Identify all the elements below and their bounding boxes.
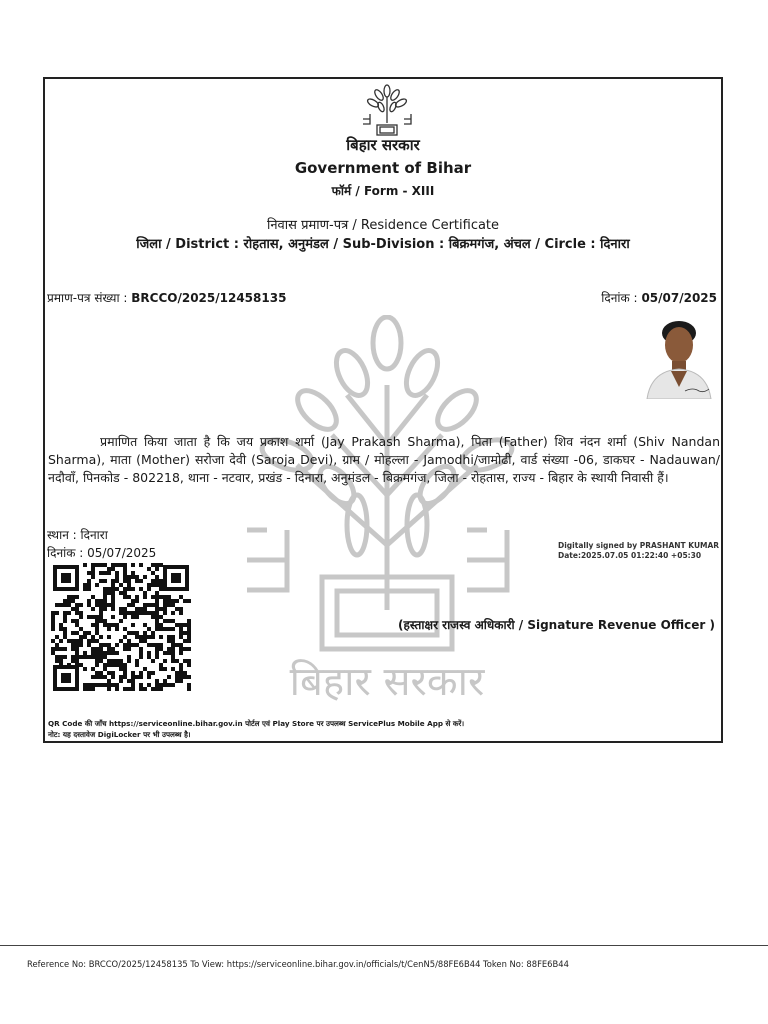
digital-signature: Digitally signed by PRASHANT KUMAR Date:2025.07.05 01:22:40 +05:30 <box>558 541 720 560</box>
form-number: फॉर्म / Form - XIII <box>331 184 435 198</box>
govt-name-english: Government of Bihar <box>294 159 472 177</box>
digilocker-note: नोट: यह दस्तावेज DigiLocker पर भी उपलब्ध है। <box>48 730 191 739</box>
certificate-date: दिनांक : 05/07/2025 <box>601 291 717 305</box>
issue-date-line: दिनांक : 05/07/2025 <box>47 546 157 560</box>
watermark-text: बिहार सरकार <box>289 659 485 705</box>
watermark-emblem-icon <box>237 315 537 707</box>
reference-line: Reference No: BRCCO/2025/12458135 To View: https://serviceonline.bihar.gov.in/officials/t/CenN5/88FE6B44 Token No: 88FE6B44 <box>27 959 569 969</box>
certificate-frame <box>43 77 723 743</box>
qr-verification-note: QR Code की जाँच https://serviceonline.bihar.gov.in पोर्टल एवं Play Store पर उपलब्ध ServicePlus Mobile App से करें। <box>48 719 465 728</box>
qr-code-icon <box>51 563 191 693</box>
govt-name-hindi: बिहार सरकार <box>346 136 420 154</box>
certification-statement: प्रमाणित किया जाता है कि जय प्रकाश शर्मा (Jay Prakash Sharma), पिता (Father) शिव नंदन शर्मा (Shiv Nandan Sharma), माता (Mother) सरोजा देवी (Saroja Devi), ग्राम / मोहल्ला - Jamodhi/जामोढी, वार्ड संख्या -06, डाकघर - Nadauwan/नदौवाँ, पिनकोड - 802218, थाना - नटवार, प्रखंड - दिनारा, अनुमंडल - बिक्रमगंज, जिला - रोहतास, राज्य - बिहार के स्थायी निवासी हैं। <box>48 434 720 485</box>
district-line: जिला / District : रोहतास, अनुमंडल / Sub-Division : बिक्रमगंज, अंचल / Circle : दिनारा <box>136 237 630 252</box>
certificate-title: निवास प्रमाण-पत्र / Residence Certificate <box>266 218 500 233</box>
bihar-emblem-icon <box>359 83 415 137</box>
certificate-number: प्रमाण-पत्र संख्या : BRCCO/2025/12458135 <box>47 291 287 305</box>
applicant-photo <box>641 307 717 399</box>
revenue-officer-signature: (हस्ताक्षर राजस्व अधिकारी / Signature Revenue Officer ) <box>398 618 715 632</box>
footer-divider <box>0 945 768 946</box>
place-line: स्थान : दिनारा <box>47 528 108 542</box>
